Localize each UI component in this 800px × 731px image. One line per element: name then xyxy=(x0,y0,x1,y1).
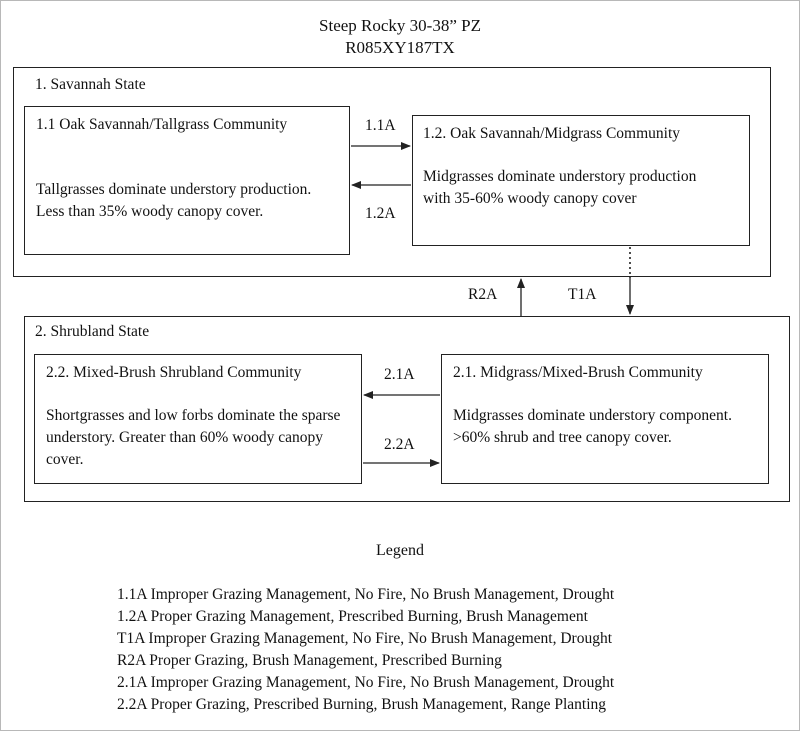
legend-list xyxy=(117,584,614,716)
state-label-shrubland: 2. Shrubland State xyxy=(35,323,150,340)
legend-item: 1.1A Improper Grazing Management, No Fire, No Brush Management, Drought xyxy=(117,586,615,603)
diagram-subtitle: R085XY187TX xyxy=(345,38,455,57)
community-title-2-2: 2.2. Mixed-Brush Shrubland Community xyxy=(46,364,302,381)
legend-item: T1A Improper Grazing Management, No Fire, No Brush Management, Drought xyxy=(117,630,613,647)
transition-label-2-1a: 2.1A xyxy=(384,366,415,383)
legend-item: R2A Proper Grazing, Brush Management, Prescribed Burning xyxy=(117,652,502,669)
community-description-1-2: Midgrasses dominate understory production with 35-60% woody canopy cover xyxy=(423,168,697,207)
community-description-2-1: Midgrasses dominate understory component. >60% shrub and tree canopy cover. xyxy=(453,407,732,446)
community-description-2-2: Shortgrasses and low forbs dominate the sparse understory. Greater than 60% woody canopy cover. xyxy=(46,407,341,468)
state-label-savannah: 1. Savannah State xyxy=(35,76,146,93)
diagram-title: Steep Rocky 30-38” PZ xyxy=(319,16,481,35)
community-title-1-2: 1.2. Oak Savannah/Midgrass Community xyxy=(423,125,681,142)
transition-label-r2a: R2A xyxy=(468,286,498,303)
community-title-2-1: 2.1. Midgrass/Mixed-Brush Community xyxy=(453,364,703,381)
legend-title: Legend xyxy=(376,542,424,559)
transition-label-t1a: T1A xyxy=(568,286,597,303)
community-title-1-1: 1.1 Oak Savannah/Tallgrass Community xyxy=(36,116,288,133)
community-description-1-1: Tallgrasses dominate understory production. Less than 35% woody canopy cover. xyxy=(36,181,312,220)
transition-label-1-1a: 1.1A xyxy=(365,117,396,134)
legend-item: 1.2A Proper Grazing Management, Prescribed Burning, Brush Management xyxy=(117,608,588,625)
legend-item: 2.2A Proper Grazing, Prescribed Burning, Brush Management, Range Planting xyxy=(117,696,607,713)
legend-item: 2.1A Improper Grazing Management, No Fire, No Brush Management, Drought xyxy=(117,674,615,691)
transition-label-1-2a: 1.2A xyxy=(365,205,396,222)
transition-label-2-2a: 2.2A xyxy=(384,436,415,453)
